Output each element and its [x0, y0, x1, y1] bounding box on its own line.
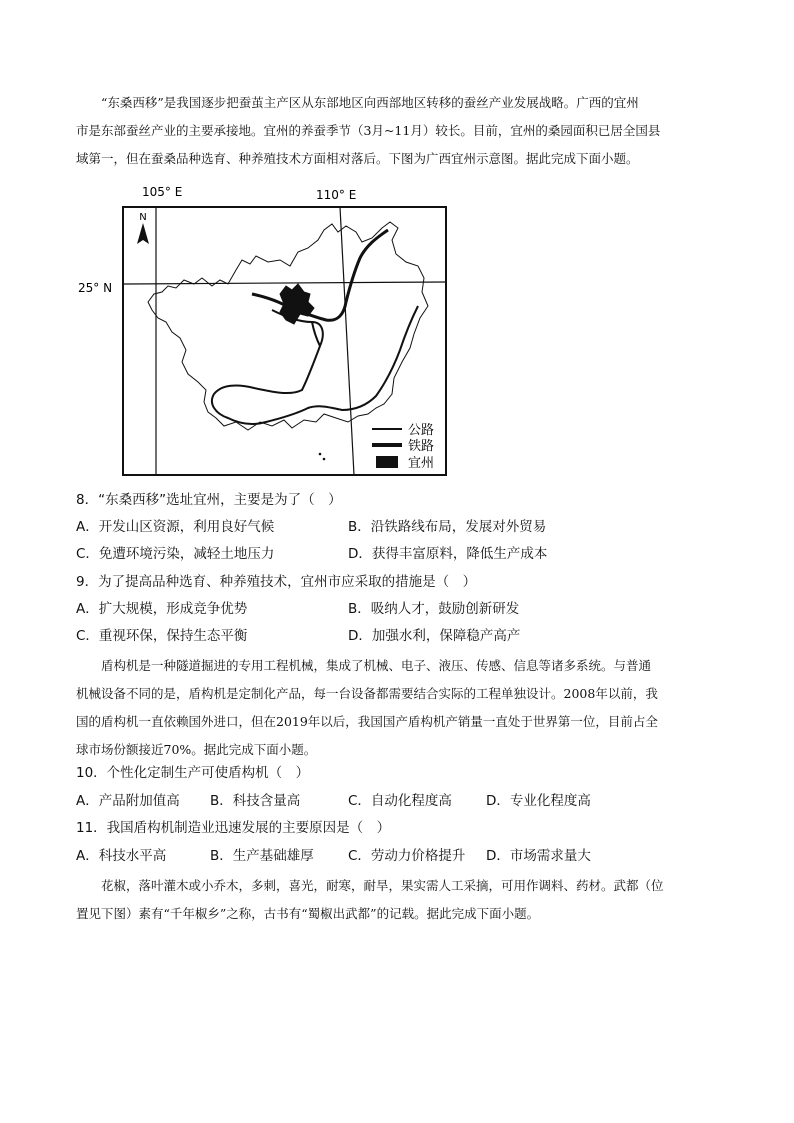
legend-city-label: 宜州 — [408, 456, 435, 471]
question-9-stem: 9．为了提高品种选育、种养殖技术，宜州市应采取的措施是（ ） — [76, 574, 477, 590]
intro-paragraph-pepper — [76, 872, 724, 928]
question-8-stem: 8．“东桑西移”选址宜州，主要是为了（ ） — [76, 492, 342, 508]
intro-paragraph-silk — [76, 89, 724, 173]
text-line: “东桑西移”是我国逐步把蚕茧主产区从东部地区向西部地区转移的蚕丝产业发展战略。广西的宜州 — [101, 95, 639, 110]
question-8-option-d: D．获得丰富原料，降低生产成本 — [348, 546, 548, 562]
question-10-stem: 10．个性化定制生产可使盾构机（ ） — [76, 765, 310, 781]
question-11-stem: 11．我国盾构机制造业迅速发展的主要原因是（ ） — [76, 820, 391, 836]
legend-rail-label: 铁路 — [408, 439, 435, 454]
lon-105-label: 105° E — [142, 185, 183, 199]
question-10-option-d: D．专业化程度高 — [486, 793, 591, 809]
text-line: 球市场份额接近70%。据此完成下面小题。 — [76, 742, 317, 757]
legend-road-label: 公路 — [408, 423, 435, 438]
guangxi-outline — [148, 222, 428, 430]
question-11-option-a: A．科技水平高 — [76, 848, 167, 864]
question-8-option-a: A．开发山区资源，利用良好气候 — [76, 519, 275, 535]
question-11-option-d: D．市场需求量大 — [486, 848, 591, 864]
text-line: 市是东部蚕丝产业的主要承接地。宜州的养蚕季节（3月~11月）较长。目前，宜州的桑园面积已居全国县 — [76, 123, 661, 138]
north-label: N — [139, 212, 147, 223]
question-9-option-c: C．重视环保，保持生态平衡 — [76, 628, 248, 644]
island — [323, 458, 326, 461]
highway-loop — [212, 306, 418, 424]
meridian-110 — [340, 207, 354, 475]
legend-city-symbol — [376, 456, 398, 468]
yizhou-map-figure — [76, 182, 456, 482]
lat-25-label: 25° N — [78, 281, 113, 295]
intro-paragraph-tbm — [76, 652, 724, 764]
map-frame — [123, 207, 446, 475]
highway-branch — [312, 322, 320, 346]
text-line: 域第一，但在蚕桑品种选育、种养殖技术方面相对落后。下图为广西宜州示意图。据此完成下面小题。 — [76, 151, 639, 166]
yizhou-area — [280, 284, 314, 324]
text-line: 国的盾构机一直依赖国外进口，但在2019年以后，我国国产盾构机产销量一直处于世界第一位，目前占全 — [76, 714, 658, 729]
question-9-option-d: D．加强水利，保障稳产高产 — [348, 628, 521, 644]
island — [319, 453, 322, 456]
parallel-25 — [123, 282, 446, 284]
north-arrow-icon — [137, 223, 149, 244]
lon-110-label: 110° E — [316, 188, 357, 202]
question-11-option-c: C．劳动力价格提升 — [348, 848, 466, 864]
question-9-option-a: A．扩大规模，形成竞争优势 — [76, 601, 248, 617]
text-line: 置见下图）素有“千年椒乡”之称，古书有“蜀椒出武都”的记载。据此完成下面小题。 — [76, 906, 540, 921]
question-11-option-b: B．生产基础雄厚 — [210, 848, 314, 864]
railway-line — [252, 230, 388, 320]
question-8-option-c: C．免遭环境污染，减轻土地压力 — [76, 546, 275, 562]
question-10-option-a: A．产品附加值高 — [76, 793, 180, 809]
text-line: 花椒，落叶灌木或小乔木，多刺，喜光，耐寒，耐旱，果实需人工采摘，可用作调料、药材。武都（位 — [101, 878, 664, 893]
question-10-option-b: B．科技含量高 — [210, 793, 301, 809]
question-8-option-b: B．沿铁路线布局，发展对外贸易 — [348, 519, 547, 535]
text-line: 盾构机是一种隧道掘进的专用工程机械，集成了机械、电子、液压、传感、信息等诸多系统。与普通 — [101, 658, 652, 673]
question-10-option-c: C．自动化程度高 — [348, 793, 452, 809]
text-line: 机械设备不同的是，盾构机是定制化产品，每一台设备都需要结合实际的工程单独设计。2008年以前，我 — [76, 686, 658, 701]
question-9-option-b: B．吸纳人才，鼓励创新研发 — [348, 601, 520, 617]
map-svg — [76, 182, 456, 482]
